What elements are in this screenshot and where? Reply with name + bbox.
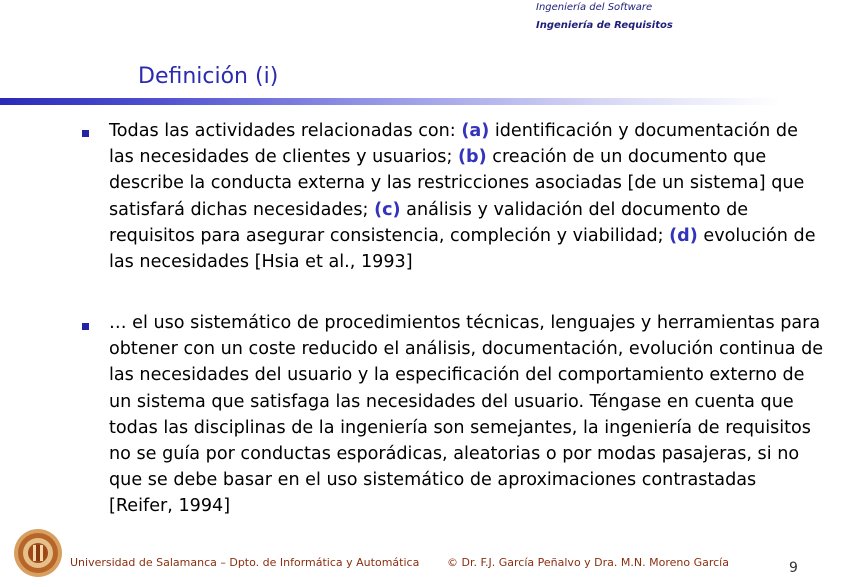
paragraph-text: creación de un documento que describe la conducta externa y las restricciones asociadas [de un sistema] que satisfará dichas necesidades; (109, 147, 805, 220)
bullet-marker-icon (82, 323, 89, 330)
paragraph-text: evolución de las necesidades [Hsia et al., 1993] (109, 225, 816, 273)
header-subject: Ingeniería de Requisitos (536, 20, 673, 31)
header-course: Ingeniería del Software (536, 2, 653, 13)
paragraph-text: identificación y documentación de las necesidades de clientes y usuarios; (109, 121, 798, 168)
paragraph-text: Todas las actividades relacionadas con: (109, 121, 462, 141)
title-underline (0, 98, 780, 105)
bullet-text-2 (109, 310, 825, 520)
page-number: 9 (789, 560, 798, 576)
bullet-marker-icon (82, 130, 89, 137)
enumeration-label: (a) (461, 121, 490, 141)
bullet-text-1 (109, 118, 825, 275)
enumeration-label: (b) (457, 147, 487, 168)
paragraph-text: … el uso sistemático de procedimientos técnicas, lenguajes y herramientas para obtener con un coste reducido el análisis, documentación, evolución continua de las necesidades del usuario y la especificación del comportamiento externo de un sistema que satisfaga las necesidades del usuario. Téngase en cuenta que todas las disciplinas de la ingeniería son semejantes, la ingeniería de requisitos no se guía por conductas esporádicas, aleatorias o por modas pasajeras, si no que se debe basar en el uso sistemático de aproximaciones contrastadas [Reifer, 1994] (109, 313, 824, 517)
footer-copyright: © Dr. F.J. García Peñalvo y Dra. M.N. Moreno García (447, 556, 729, 569)
enumeration-label: (d) (669, 225, 698, 246)
enumeration-label: (c) (374, 199, 401, 220)
paragraph-text: análisis y validación del documento de requisitos para asegurar consistencia, compleción y viabilidad; (109, 199, 749, 246)
slide-title: Definición (i) (138, 64, 279, 89)
footer-institution: Universidad de Salamanca – Dpto. de Informática y Automática (70, 556, 420, 569)
university-seal-icon (13, 528, 63, 578)
